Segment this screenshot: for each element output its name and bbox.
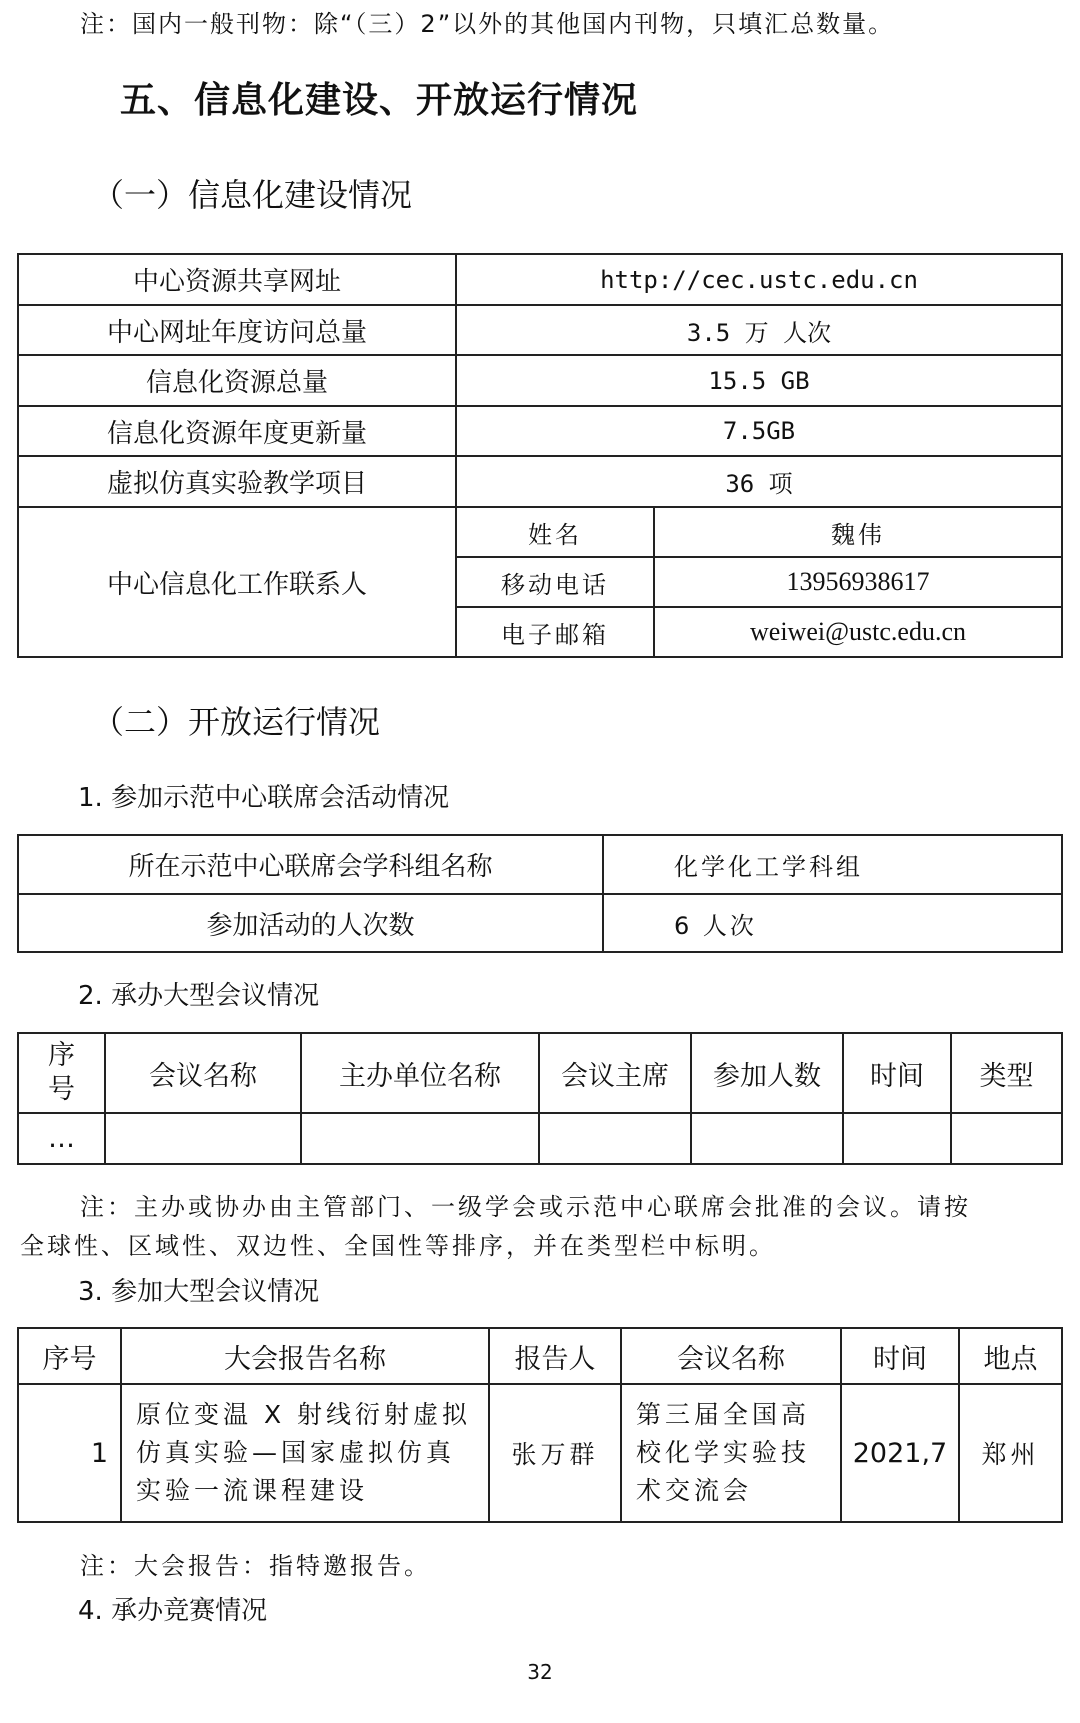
alliance-label: 所在示范中心联席会学科组名称 (18, 835, 603, 894)
contact-phone-value: 13956938617 (654, 557, 1062, 607)
header-cell: 主办单位名称 (301, 1033, 539, 1113)
table-row (18, 1384, 1062, 1522)
attend-meeting-table (17, 1327, 1063, 1523)
info-value: 7.5GB (456, 406, 1062, 456)
info-row (18, 456, 1062, 507)
page-number: 32 (527, 1660, 553, 1684)
contact-email-value: weiwei@ustc.edu.cn (654, 607, 1062, 657)
table-cell (951, 1113, 1062, 1164)
contact-name-value: 魏伟 (654, 507, 1062, 557)
info-label: 中心资源共享网址 (18, 254, 456, 305)
info-label: 信息化资源总量 (18, 355, 456, 406)
header-cell: 序号 (18, 1328, 121, 1384)
contact-row (18, 507, 1062, 557)
sub1-title: 1. 参加示范中心联席会活动情况 (78, 783, 450, 813)
info-label: 信息化资源年度更新量 (18, 406, 456, 456)
info-label: 虚拟仿真实验教学项目 (18, 456, 456, 507)
alliance-row (18, 894, 1062, 952)
table-cell (691, 1113, 843, 1164)
host-meeting-note-cont: 全球性、区域性、双边性、全国性等排序，并在类型栏中标明。 (20, 1232, 776, 1260)
header-cell: 会议主席 (539, 1033, 691, 1113)
top-note: 注：国内一般刊物：除“（三）2”以外的其他国内刊物，只填汇总数量。 (80, 10, 895, 38)
info-row (18, 355, 1062, 406)
section1-title: （一）信息化建设情况 (92, 176, 413, 214)
contact-phone-label: 移动电话 (456, 557, 654, 607)
section-heading: 五、信息化建设、开放运行情况 (120, 80, 639, 121)
alliance-value: 化学化工学科组 (603, 835, 1062, 894)
meeting-time: 2021,7 (841, 1384, 959, 1522)
table-cell (539, 1113, 691, 1164)
info-row (18, 305, 1062, 355)
host-meeting-table (17, 1032, 1063, 1165)
sub3-title: 3. 参加大型会议情况 (78, 1277, 320, 1307)
info-value: http://cec.ustc.edu.cn (456, 254, 1062, 305)
host-meeting-note: 注：主办或协办由主管部门、一级学会或示范中心联席会批准的会议。请按 (80, 1193, 971, 1221)
section2-title: （二）开放运行情况 (92, 703, 381, 741)
sub4-title: 4. 承办竞赛情况 (78, 1596, 268, 1626)
header-cell: 地点 (959, 1328, 1062, 1384)
table-cell (843, 1113, 951, 1164)
info-value: 36 项 (456, 456, 1062, 507)
contact-name-label: 姓名 (456, 507, 654, 557)
info-value: 3.5 万 人次 (456, 305, 1062, 355)
meeting-place: 郑州 (959, 1384, 1062, 1522)
table-cell (105, 1113, 301, 1164)
header-cell: 报告人 (489, 1328, 621, 1384)
info-value: 15.5 GB (456, 355, 1062, 406)
header-cell: 大会报告名称 (121, 1328, 489, 1384)
header-cell: 时间 (843, 1033, 951, 1113)
header-cell: 参加人数 (691, 1033, 843, 1113)
table-cell (301, 1113, 539, 1164)
alliance-label: 参加活动的人次数 (18, 894, 603, 952)
info-row (18, 406, 1062, 456)
header-cell: 会议名称 (105, 1033, 301, 1113)
reporter-name: 张万群 (489, 1384, 621, 1522)
sub2-title: 2. 承办大型会议情况 (78, 981, 320, 1011)
header-cell: 类型 (951, 1033, 1062, 1113)
info-row (18, 254, 1062, 305)
header-cell: 会议名称 (621, 1328, 841, 1384)
attend-meeting-note: 注：大会报告：指特邀报告。 (80, 1552, 431, 1580)
header-cell: 时间 (841, 1328, 959, 1384)
alliance-row (18, 835, 1062, 894)
table-row (18, 1113, 1062, 1164)
row-index: 1 (18, 1384, 121, 1522)
meeting-name: 第三届全国高校化学实验技术交流会 (621, 1384, 841, 1522)
table-header-row (18, 1328, 1062, 1384)
report-title: 原位变温 X 射线衍射虚拟仿真实验—国家虚拟仿真实验一流课程建设 (121, 1384, 489, 1522)
alliance-table (17, 834, 1063, 953)
alliance-value: 6 人次 (603, 894, 1062, 952)
info-table (17, 253, 1063, 658)
info-label: 中心网址年度访问总量 (18, 305, 456, 355)
contact-label: 中心信息化工作联系人 (18, 507, 456, 657)
contact-email-label: 电子邮箱 (456, 607, 654, 657)
table-cell: … (18, 1113, 105, 1164)
table-header-row (18, 1033, 1062, 1113)
header-cell: 序号 (18, 1033, 105, 1113)
